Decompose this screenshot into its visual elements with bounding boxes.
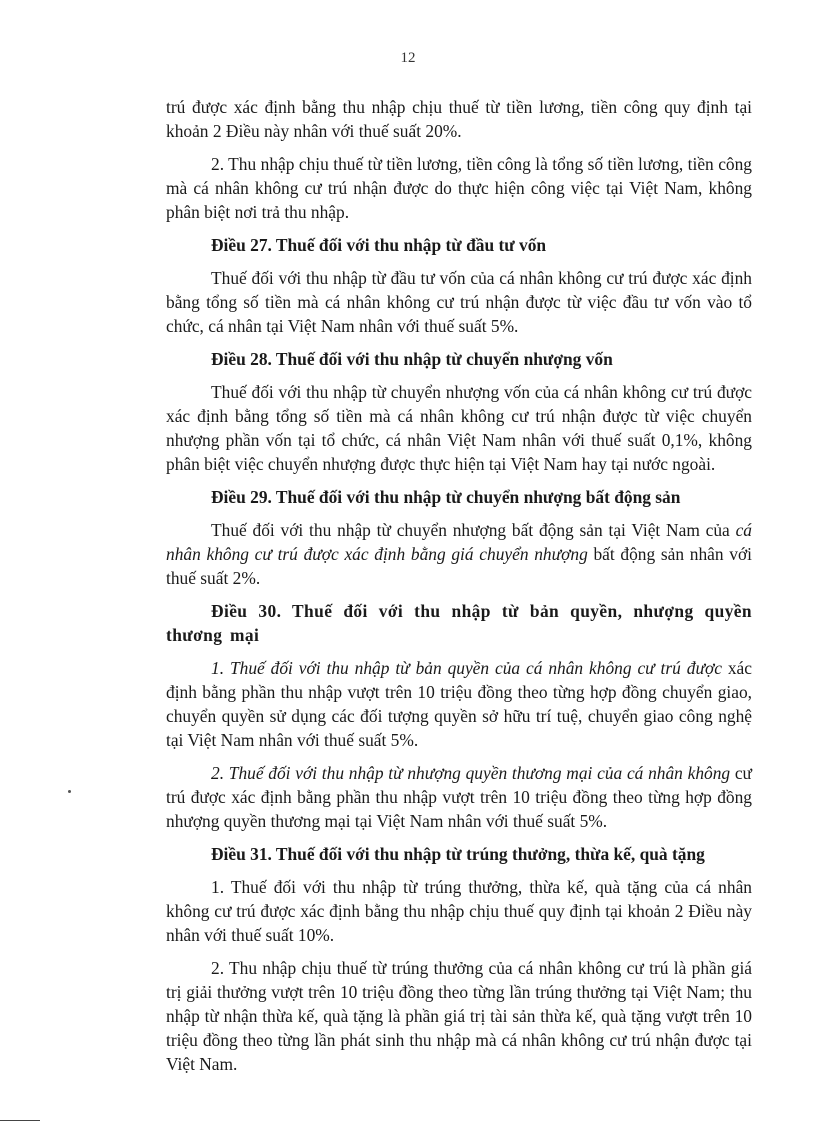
paragraph-salary-income: 2. Thu nhập chịu thuế từ tiền lương, tiền công là tổng số tiền lương, tiền công mà cá nhân không cư trú nhận được do thực hiện công việc tại Việt Nam, không phân biệt nơi trả thu nhập. [166, 154, 752, 222]
heading-article-27: Điều 27. Thuế đối với thu nhập từ đầu tư vốn [211, 235, 547, 255]
text-run: Thuế đối với thu nhập từ chuyển nhượng bất động sản tại Việt Nam của [211, 520, 736, 540]
paragraph-article-31-1: 1. Thuế đối với thu nhập từ trúng thưởng, thừa kế, quà tặng của cá nhân không cư trú được xác định bằng thu nhập chịu thuế quy định tại khoản 2 Điều này nhân với thuế suất 10%. [166, 877, 752, 945]
heading-article-31: Điều 31. Thuế đối với thu nhập từ trúng thưởng, thừa kế, quà tặng [211, 844, 705, 864]
paragraph-article-29 [166, 518, 752, 590]
scan-dot-mark [68, 790, 71, 793]
page-number: 12 [400, 50, 416, 66]
paragraph-continuation: trú được xác định bằng thu nhập chịu thuế từ tiền lương, tiền công quy định tại khoản 2 Điều này nhân với thuế suất 20%. [166, 97, 752, 141]
heading-article-29: Điều 29. Thuế đối với thu nhập từ chuyển nhượng bất động sản [211, 487, 681, 507]
heading-article-30: Điều 30. Thuế đối với thu nhập từ bản quyền, nhượng quyền thương mại [166, 601, 752, 645]
italic-text-run: 1. Thuế đối với thu nhập từ bản quyền của cá nhân không cư trú được [211, 658, 722, 678]
text-run: bất động sản nhân với thuế suất 2%. [166, 544, 753, 588]
text-run: cư trú được xác định bằng phần thu nhập vượt trên 10 triệu đồng theo từng hợp đồng nhượng quyền thương mại tại Việt Nam nhân với thuế suất 5%. [166, 763, 752, 831]
italic-text-run: 2. Thuế đối với thu nhập từ nhượng quyền thương mại của cá nhân không [211, 763, 731, 783]
paragraph-article-28: Thuế đối với thu nhập từ chuyển nhượng vốn của cá nhân không cư trú được xác định bằng tổng số tiền mà cá nhân không cư trú nhận được từ việc chuyển nhượng phần vốn tại tổ chức, cá nhân Việt Nam nhân với thuế suất 0,1%, không phân biệt việc chuyển nhượng được thực hiện tại Việt Nam hay tại nước ngoài. [166, 382, 752, 474]
italic-text-run: cá nhân không cư trú được xác định bằng giá chuyển nhượng [166, 520, 752, 564]
text-run: xác định bằng phần thu nhập vượt trên 10 triệu đồng theo từng hợp đồng chuyển giao, chuyển quyền sử dụng các đối tượng quyền sở hữu trí tuệ, chuyển giao công nghệ tại Việt Nam nhân với thuế suất 5%. [166, 658, 752, 750]
paragraph-article-27: Thuế đối với thu nhập từ đầu tư vốn của cá nhân không cư trú được xác định bằng tổng số tiền mà cá nhân không cư trú nhận được từ việc đầu tư vốn vào tổ chức, cá nhân tại Việt Nam nhân với thuế suất 5%. [166, 268, 752, 336]
scan-corner-line [0, 1120, 40, 1121]
paragraph-article-30-2 [166, 761, 752, 833]
paragraph-article-30-1 [166, 656, 752, 752]
heading-article-28: Điều 28. Thuế đối với thu nhập từ chuyển nhượng vốn [211, 349, 613, 369]
paragraph-article-31-2: 2. Thu nhập chịu thuế từ trúng thưởng của cá nhân không cư trú là phần giá trị giải thưởng vượt trên 10 triệu đồng theo từng lần trúng thưởng tại Việt Nam; thu nhập từ nhận thừa kế, quà tặng là phần giá trị tài sản thừa kế, quà tặng vượt trên 10 triệu đồng theo từng lần phát sinh thu nhập mà cá nhân không cư trú nhận được tại Việt Nam. [166, 958, 752, 1074]
document-body [166, 95, 752, 1085]
